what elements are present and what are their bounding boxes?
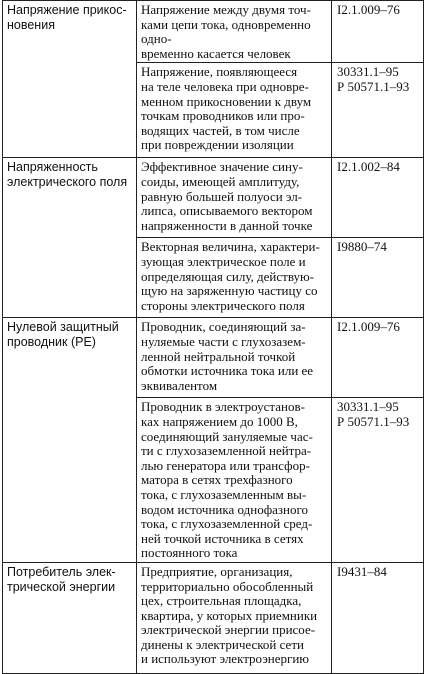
term-cell: Потребитель элек- трической энергии [3, 562, 137, 673]
definition-cell: Предприятие, организация, территориально обособленный цех, строительная площадка, квартира, у которых приемники электрической энергии присое- динены к электрической сети и используют электроэнергию [137, 562, 332, 673]
table-row [3, 1, 424, 63]
definition-cell: Проводник в электроустанов- ках напряжением до 1000 В, соединяющий зануляемые час- ти с глухозаземленной нейтра- лью генератора или трансфор- матора в сетях трехфазного тока, с глухозаземленным вы- водом источника однофазного тока, с глухозаземленной сред- ней точкой источника в сетях постоянного тока [137, 398, 332, 563]
table-row [3, 318, 424, 398]
standard-cell: I2.1.002–84 [332, 158, 424, 238]
standard-cell: I9431–84 [332, 562, 424, 673]
definition-cell: Эффективное значение сину- соиды, имеющей амплитуду, равную большей полуоси эл- липса, описываемого вектором напряженности в данной точке [137, 158, 332, 238]
standard-cell: 30331.1–95 Р 50571.1–93 [332, 398, 424, 563]
table-row [3, 562, 424, 673]
definition-cell: Проводник, соединяющий за- нуляемые части с глухозазем- ленной нейтральной точкой обмотки источника тока или ее эквивалентом [137, 318, 332, 398]
term-cell: Напряженность электрического поля [3, 158, 137, 318]
definition-cell: Векторная величина, характери- зующая электрическое поле и определяющая силу, действую- щую на заряженную частицу со стороны электрического поля [137, 238, 332, 318]
term-cell: Нулевой защитный проводник (PE) [3, 318, 137, 563]
definition-cell: Напряжение между двумя точ- ками цепи тока, одновременно одно- временно касается человек [137, 1, 332, 63]
definition-cell: Напряжение, появляющееся на теле человека при одновре- менном прикосновении к двум точкам проводников или про- водящих частей, в том числе при повреждении изоляции [137, 63, 332, 158]
standard-cell: 30331.1–95 Р 50571.1–93 [332, 63, 424, 158]
standard-cell: I2.1.009–76 [332, 1, 424, 63]
standard-cell: I2.1.009–76 [332, 318, 424, 398]
standard-cell: I9880–74 [332, 238, 424, 318]
term-cell: Напряжение прикос- новения [3, 1, 137, 158]
table-row [3, 158, 424, 238]
terms-table [2, 0, 424, 674]
